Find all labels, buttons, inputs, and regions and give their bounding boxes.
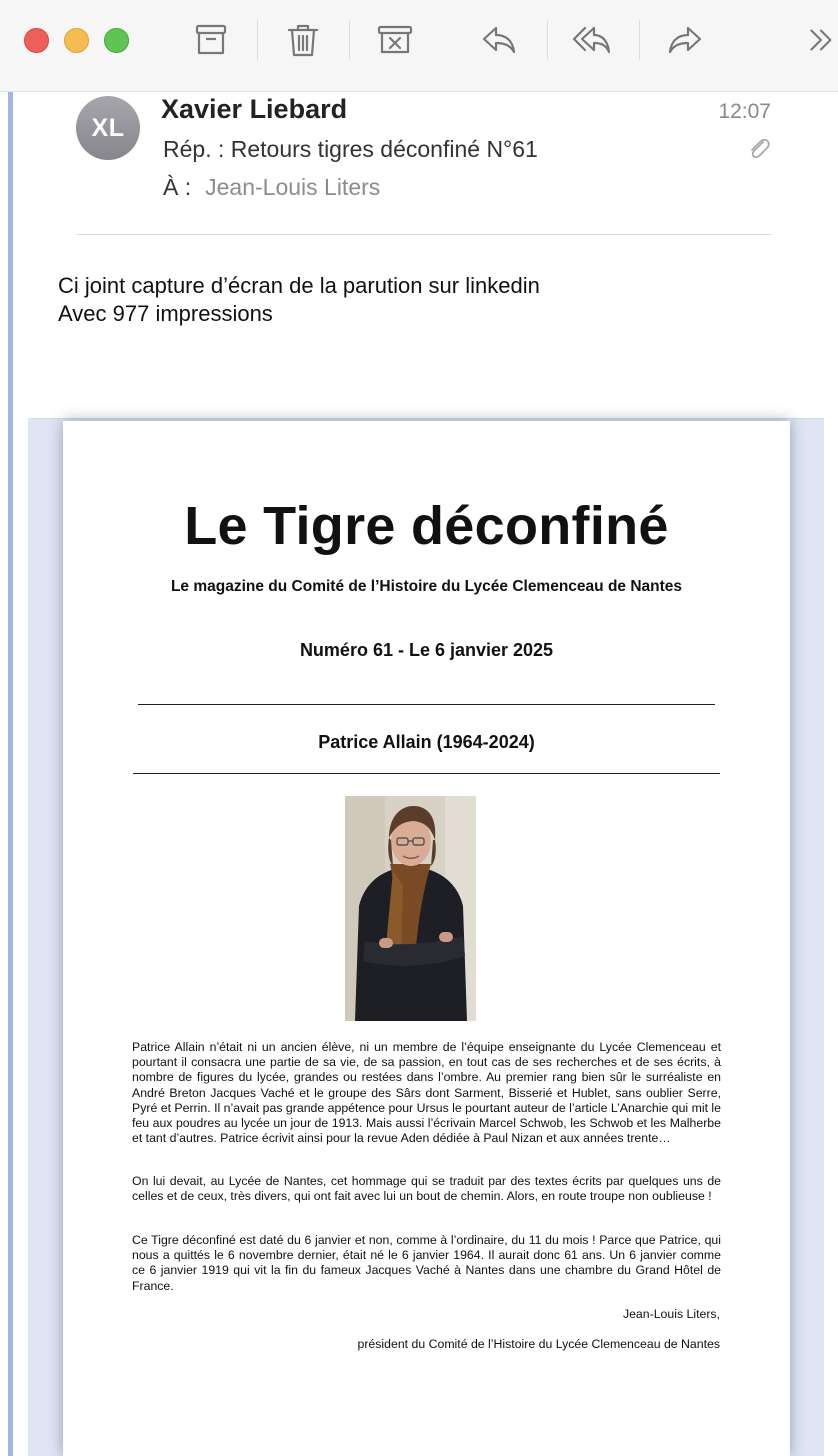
toolbar [0, 0, 838, 92]
reply-all-button[interactable] [568, 18, 614, 62]
body-text-line: Avec 977 impressions [58, 301, 273, 326]
junk-button[interactable] [372, 18, 418, 62]
document-signature: Jean-Louis Liters, [622, 1307, 720, 1321]
document-heading: Patrice Allain (1964-2024) [318, 732, 535, 752]
forward-button[interactable] [662, 18, 708, 62]
body-text-line: Ci joint capture d’écran de la parution sur linkedin [58, 273, 540, 298]
reply-icon [479, 20, 519, 60]
document-title: Le Tigre déconfiné [184, 496, 669, 556]
minimize-window-button[interactable] [64, 28, 89, 53]
reply-all-icon [571, 20, 611, 60]
chevrons-right-icon [800, 20, 838, 60]
toolbar-separator [547, 20, 548, 60]
forward-icon [665, 20, 705, 60]
to-label: À : [163, 174, 192, 200]
toolbar-separator [257, 20, 258, 60]
archive-icon [191, 20, 231, 60]
message-time: 12:07 [718, 100, 771, 123]
junk-icon [375, 20, 415, 60]
document-rule [133, 773, 720, 774]
paperclip-icon[interactable] [746, 136, 772, 162]
document-rule [138, 704, 715, 705]
toolbar-separator [639, 20, 640, 60]
document-signature-title: président du Comité de l’Histoire du Lycée Clemenceau de Nantes [357, 1337, 720, 1351]
zoom-window-button[interactable] [104, 28, 129, 53]
reply-button[interactable] [476, 18, 522, 62]
selection-accent-bar [8, 92, 13, 1456]
document-issue: Numéro 61 - Le 6 janvier 2025 [299, 640, 554, 660]
document-subtitle: Le magazine du Comité de l’Histoire du Lycée Clemenceau de Nantes [170, 578, 683, 595]
archive-button[interactable] [188, 18, 234, 62]
toolbar-separator [349, 20, 350, 60]
close-window-button[interactable] [24, 28, 49, 53]
avatar[interactable]: XL [76, 96, 140, 160]
header-divider [76, 234, 772, 235]
sender-name[interactable]: Xavier Liebard [161, 94, 348, 124]
portrait-photo [345, 796, 476, 1021]
trash-button[interactable] [280, 18, 326, 62]
trash-icon [283, 20, 323, 60]
message-subject: Rép. : Retours tigres déconfiné N°61 [163, 136, 538, 162]
attached-document-page[interactable] [63, 421, 790, 1456]
document-paragraph: Patrice Allain n’était ni un ancien élève, ni un membre de l’équipe enseignante du Lycée Clemenceau et pourtant il consacra une partie de sa vie, de sa passion, en tout cas de ses recherches et de ses écrits, à nombre de figures du lycée, grandes ou restées dans l’ombre. Au premier rang bien sûr le surréaliste en André Breton Jacques Vaché et le groupe des Sârs dont Sarment, Bisserié et Hublet, sans oublier Serre, Pyré et Perrin. Il n’avait pas grande appétence pour Ursus le pourtant auteur de l’article L’Anarchie qui mit le feu aux poudres au lycée un jour de 1913. Mais aussi l’écrivain Marcel Schwob, les Schwob et les Malherbe et tant d’autres. Patrice écrivit ainsi pour la revue Aden dédiée à Paul Nizan et aux années trente… [132, 1040, 721, 1146]
recipient-name[interactable]: Jean-Louis Liters [205, 174, 381, 200]
document-paragraph: Ce Tigre déconfiné est daté du 6 janvier et non, comme à l’ordinaire, du 11 du mois ! Parce que Patrice, qui nous a quittés le 6 novembre dernier, était né le 6 janvier 1964. Il aurait donc 61 ans. Un 6 janvier comme ce 6 janvier 1919 qui vit la fin du fameux Jacques Vaché à Nantes dans une chambre du Grand Hôtel de France. [132, 1233, 721, 1293]
recipient-row [163, 174, 380, 201]
document-paragraph: On lui devait, au Lycée de Nantes, cet hommage qui se traduit par des textes écrits par quelques uns de celles et de ceux, très divers, qui ont fait avec lui un bout de chemin. Alors, en route troupe non oublieuse ! [132, 1174, 721, 1204]
more-toolbar-button[interactable] [800, 18, 838, 62]
